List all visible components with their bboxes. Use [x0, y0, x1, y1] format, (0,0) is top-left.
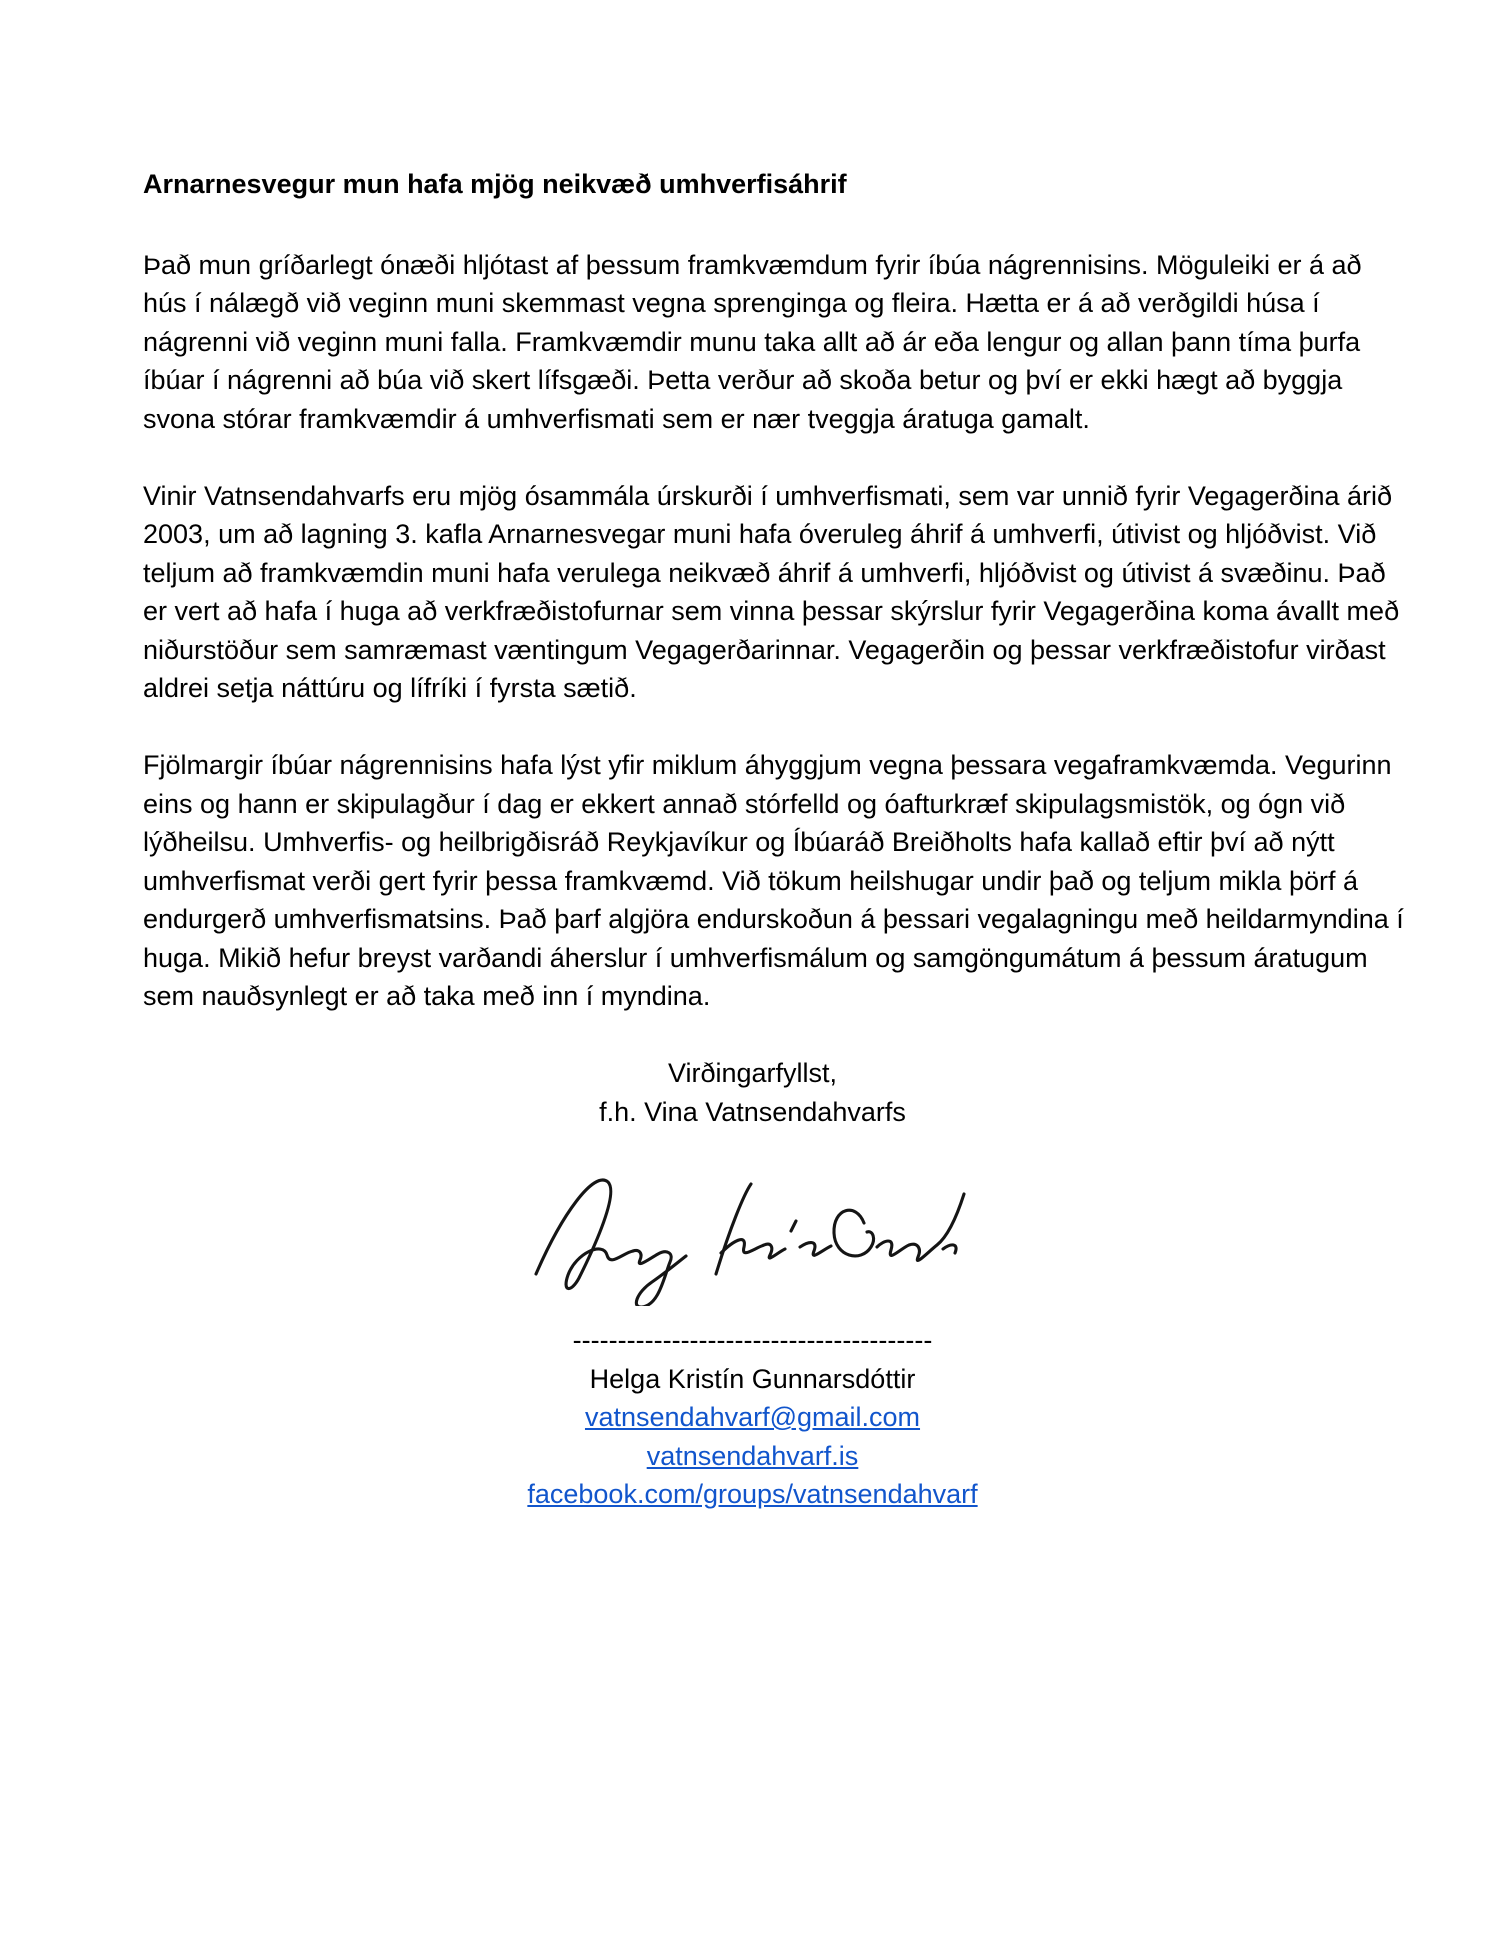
text-line: teljum að framkvæmdin muni hafa verulega neikvæð áhrif á umhverfi, hljóðvist og útivist á svæðinu. Það	[143, 557, 1386, 588]
text-line: Fjölmargir íbúar nágrennisins hafa lýst yfir miklum áhyggjum vegna þessara vegaframkvæmda. Vegurinn	[143, 750, 1392, 780]
signature-block	[143, 1321, 1362, 1514]
text-line: huga. Mikið hefur breyst varðandi áherslur í umhverfismálum og samgöngumátum á þessum áratugum	[143, 942, 1368, 973]
signature-separator-line: ----------------------------------------	[572, 1325, 933, 1355]
text-line: eins og hann er skipulagður í dag er ekkert annað stórfelld og óafturkræf skipulagsmistök, og ógn við	[143, 788, 1346, 819]
signature-area	[143, 1151, 1362, 1311]
website-link[interactable]: vatnsendahvarf.is	[646, 1440, 859, 1471]
closing-on-behalf: f.h. Vina Vatnsendahvarfs	[599, 1096, 906, 1127]
text-line: Vinir Vatnsendahvarfs eru mjög ósammála úrskurði í umhverfismati, sem var unnið fyrir Vegagerðina árið	[143, 480, 1393, 511]
text-line: endurgerð umhverfismatsins. Það þarf algjöra endurskoðun á þessari vegalagningu með heildarmyndina í	[143, 904, 1404, 934]
text-line: hús í nálægð við veginn muni skemmast vegna sprenginga og fleira. Hætta er á að verðgildi húsa í	[143, 288, 1320, 318]
text-line: íbúar í nágrenni að búa við skert lífsgæði. Þetta verður að skoða betur og því er ekki hægt að byggja	[143, 365, 1343, 395]
text-line: nágrenni við veginn muni falla. Framkvæmdir munu taka allt að ár eða lengur og allan þann tíma þurfa	[143, 326, 1361, 357]
text-line: svona stórar framkvæmdir á umhverfismati sem er nær tveggja áratuga gamalt.	[143, 403, 1090, 434]
closing-block	[143, 1054, 1362, 1131]
text-line: aldrei setja náttúru og lífríki í fyrsta sætið.	[143, 673, 637, 703]
text-line: niðurstöður sem samræmast væntingum Vegagerðarinnar. Vegagerðin og þessar verkfræðistofur virðast	[143, 634, 1386, 665]
signatory-name: Helga Kristín Gunnarsdóttir	[589, 1363, 916, 1394]
email-link[interactable]: vatnsendahvarf@gmail.com	[584, 1402, 921, 1432]
text-line: 2003, um að lagning 3. kafla Arnarnesvegar muni hafa óveruleg áhrif á umhverfi, útivist og hljóðvist. Við	[143, 519, 1377, 549]
signature-image	[518, 1156, 988, 1306]
closing-salutation: Virðingarfyllst,	[667, 1058, 838, 1088]
paragraph-3	[143, 746, 1404, 1016]
text-line: umhverfismat verði gert fyrir þessa framkvæmd. Við tökum heilshugar undir það og teljum mikla þörf á	[143, 865, 1358, 896]
text-line: sem nauðsynlegt er að taka með inn í myndina.	[143, 981, 711, 1011]
text-line: Það mun gríðarlegt ónæði hljótast af þessum framkvæmdum fyrir íbúa nágrennisins. Möguleiki er á að	[143, 249, 1362, 280]
paragraph-1	[143, 246, 1362, 439]
text-line: er vert að hafa í huga að verkfræðistofurnar sem vinna þessar skýrslur fyrir Vegagerðina koma ávallt með	[143, 596, 1400, 626]
letter-heading: Arnarnesvegur mun hafa mjög neikvæð umhverfisáhrif	[143, 169, 847, 199]
paragraph-2	[143, 477, 1400, 708]
facebook-group-link[interactable]: facebook.com/groups/vatnsendahvarf	[527, 1479, 978, 1509]
text-line: lýðheilsu. Umhverfis- og heilbrigðisráð Reykjavíkur og Íbúaráð Breiðholts hafa kallað eftir því að nýtt	[143, 827, 1335, 857]
